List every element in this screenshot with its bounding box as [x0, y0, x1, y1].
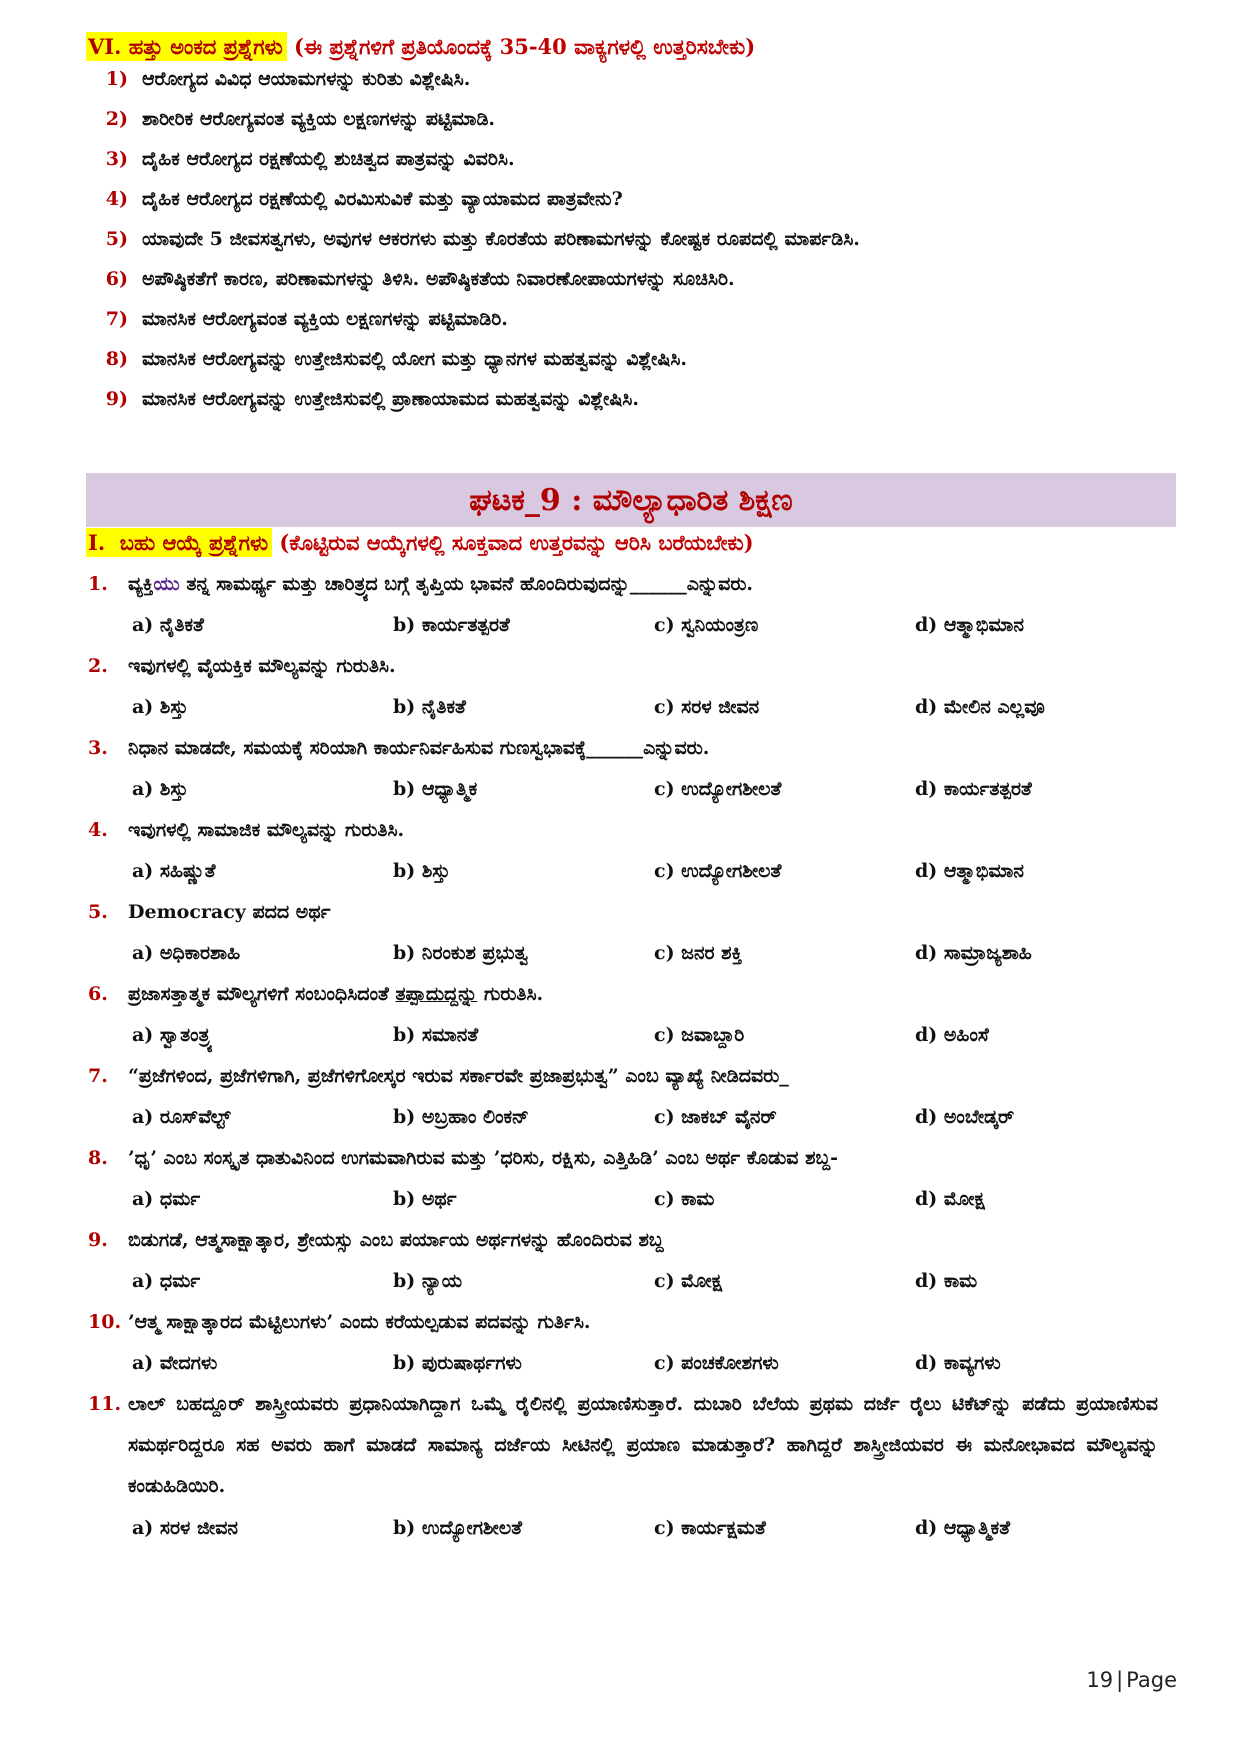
option-a: a) ಶಿಸ್ತು [132, 778, 189, 800]
option-a: a) ಸರಳ ಜೀವನ [132, 1517, 238, 1539]
mcq-item [86, 646, 1176, 728]
section-heading [86, 30, 1176, 64]
page-label: Page [1126, 1668, 1177, 1692]
section-title-highlight [86, 528, 272, 557]
question-text: ’ಆತ್ಮ ಸಾಕ್ಷಾತ್ಕಾರದ ಮೆಟ್ಟಿಲುಗಳು’ ಎಂದು ಕರೆಯಲ್ಪಡುವ ಪದವನ್ನು ಗುರ್ತಿಸಿ. [128, 1311, 591, 1333]
section-title: ಬಹು ಆಯ್ಕೆ ಪ್ರಶ್ನೆಗಳು [119, 530, 269, 555]
option-d: d) ಮೇಲಿನ ಎಲ್ಲವೂ [915, 696, 1045, 718]
section-note: (ಈ ಪ್ರಶ್ನೆಗಳಿಗೆ ಪ್ರತಿಯೊಂದಕ್ಕೆ 35-40 ವಾಕ್ಯಗಳಲ್ಲಿ ಉತ್ತರಿಸಬೇಕು) [294, 34, 756, 59]
option-d: d) ಕಾರ್ಯತತ್ಪರತೆ [915, 778, 1032, 800]
option-d: d) ಅಂಬೇಡ್ಕರ್ [915, 1106, 1015, 1128]
list-item [86, 188, 1176, 228]
section-roman: VI. [88, 34, 122, 59]
option-b: b) ಅರ್ಥ [393, 1188, 457, 1210]
section-note: (ಕೊಟ್ಟಿರುವ ಆಯ್ಕೆಗಳಲ್ಲಿ ಸೂಕ್ತವಾದ ಉತ್ತರವನ್ನು ಆರಿಸಿ ಬರೆಯಬೇಕು) [279, 530, 754, 555]
question-text: ಅಪೌಷ್ಠಿಕತೆಗೆ ಕಾರಣ, ಪರಿಣಾಮಗಳನ್ನು ತಿಳಿಸಿ. ಅಪೌಷ್ಠಿಕತೆಯ ನಿವಾರಣೋಪಾಯಗಳನ್ನು ಸೂಚಿಸಿರಿ. [142, 268, 735, 290]
question-text: ಲಾಲ್ ಬಹದ್ದೂರ್ ಶಾಸ್ತ್ರೀಯವರು ಪ್ರಧಾನಿಯಾಗಿದ್ದಾಗ ಒಮ್ಮೆ ರೈಲಿನಲ್ಲಿ ಪ್ರಯಾಣಿಸುತ್ತಾರೆ. ದುಬಾರಿ ಬೆಲೆಯ ಪ್ರಥಮ ದರ್ಜೆ ರೈಲು ಟಿಕೆಟ್‌ನ್ನು ಪಡೆದು ಪ್ರಯಾಣಿಸುವ ಸಮರ್ಥರಿದ್ದರೂ ಸಹ ಅವರು ಹಾಗೆ ಮಾಡದೆ ಸಾಮಾನ್ಯ ದರ್ಜೆಯ ಸೀಟಿನಲ್ಲಿ ಪ್ರಯಾಣ ಮಾಡುತ್ತಾರೆ? ಹಾಗಿದ್ದರೆ ಶಾಸ್ತ್ರೀಜಿಯವರ ಈ ಮನೋಭಾವದ ಮೌಲ್ಯವನ್ನು ಕಂಡುಹಿಡಿಯಿರಿ. [128, 1393, 1158, 1497]
mcq-item [86, 1302, 1176, 1384]
option-c: c) ಉದ್ಯೋಗಶೀಲತೆ [654, 778, 782, 800]
mcq-item [86, 974, 1176, 1056]
question-number: 9. [88, 1229, 108, 1251]
option-b: b) ಕಾರ್ಯತತ್ಪರತೆ [393, 614, 510, 636]
question-number: 8) [105, 348, 128, 370]
list-item [86, 228, 1176, 268]
option-c: c) ಜನರ ಶಕ್ತಿ [654, 942, 743, 964]
question-text: ಇವುಗಳಲ್ಲಿ ವೈಯಕ್ತಿಕ ಮೌಲ್ಯವನ್ನು ಗುರುತಿಸಿ. [128, 655, 396, 677]
question-number: 8. [88, 1147, 108, 1169]
question-number: 2. [88, 655, 108, 677]
module-title-bar [86, 473, 1176, 527]
option-c: c) ಜವಾಬ್ದಾರಿ [654, 1024, 745, 1046]
list-item [86, 388, 1176, 428]
question-text [128, 974, 543, 1014]
option-d: d) ಕಾಮ [915, 1270, 978, 1292]
question-row [86, 1056, 1176, 1096]
option-c: c) ಮೋಕ್ಷ [654, 1270, 723, 1292]
option-b: b) ನೈತಿಕತೆ [393, 696, 466, 718]
question-number: 5. [88, 901, 108, 923]
option-b: b) ನಿರಂಕುಶ ಪ್ರಭುತ್ವ [393, 942, 529, 964]
option-b: b) ಆಧ್ಯಾತ್ಮಿಕ [393, 778, 478, 800]
option-d: d) ಆತ್ಮಾಭಿಮಾನ [915, 860, 1024, 882]
module-title: ಘಟಕ_9 : ಮೌಲ್ಯಾಧಾರಿತ ಶಿಕ್ಷಣ [469, 482, 793, 518]
option-d: d) ಮೋಕ್ಷ [915, 1188, 985, 1210]
question-text: ಬಿಡುಗಡೆ, ಆತ್ಮಸಾಕ್ಷಾತ್ಕಾರ, ಶ್ರೇಯಸ್ಸು ಎಂಬ ಪರ್ಯಾಯ ಅರ್ಥಗಳನ್ನು ಹೊಂದಿರುವ ಶಬ್ದ [128, 1229, 664, 1251]
mcq-item [86, 810, 1176, 892]
question-number: 4. [88, 819, 108, 841]
question-number: 6. [88, 983, 108, 1005]
question-text: ಆರೋಗ್ಯದ ವಿವಿಧ ಆಯಾಮಗಳನ್ನು ಕುರಿತು ವಿಶ್ಲೇಷಿಸಿ. [142, 68, 471, 90]
page-separator: | [1116, 1668, 1124, 1692]
question-number: 3) [105, 148, 128, 170]
option-d: d) ಕಾವ್ಯಗಳು [915, 1352, 1001, 1374]
question-number: 5) [105, 228, 128, 250]
section-title: ಹತ್ತು ಅಂಕದ ಪ್ರಶ್ನೆಗಳು [128, 34, 283, 59]
mcq-item [86, 1384, 1176, 1549]
question-text: ಮಾನಸಿಕ ಆರೋಗ್ಯವನ್ನು ಉತ್ತೇಜಿಸುವಲ್ಲಿ ಯೋಗ ಮತ್ತು ಧ್ಯಾನಗಳ ಮಹತ್ವವನ್ನು ವಿಶ್ಲೇಷಿಸಿ. [142, 348, 688, 370]
option-a: a) ವೇದಗಳು [132, 1352, 218, 1374]
option-d: d) ಆಧ್ಯಾತ್ಮಿಕತೆ [915, 1517, 1011, 1539]
option-row [86, 1342, 1176, 1384]
question-row [86, 1138, 1176, 1178]
option-row [86, 1260, 1176, 1302]
section-roman: I. [88, 530, 106, 555]
question-text-part: ಪ್ರಜಾಸತ್ತಾತ್ಮಕ ಮೌಲ್ಯಗಳಿಗೆ ಸಂಬಂಧಿಸಿದಂತೆ [128, 983, 396, 1005]
option-b: b) ನ್ಯಾಯ [393, 1270, 463, 1292]
question-number: 11. [88, 1393, 122, 1415]
option-a: a) ಧರ್ಮ [132, 1188, 201, 1210]
option-c: c) ಜಾಕಬ್ ವೈನರ್ [654, 1106, 777, 1128]
option-a: a) ಸಹಿಷ್ಣುತೆ [132, 860, 216, 882]
list-item [86, 348, 1176, 388]
question-number: 4) [105, 188, 128, 210]
question-text: ಇವುಗಳಲ್ಲಿ ಸಾಮಾಜಿಕ ಮೌಲ್ಯವನ್ನು ಗುರುತಿಸಿ. [128, 819, 405, 841]
page-number: 19 [1086, 1668, 1114, 1692]
option-b: b) ಶಿಸ್ತು [393, 860, 451, 882]
mcq-item [86, 1138, 1176, 1220]
mcq-item [86, 892, 1176, 974]
question-text-underlined: ತಪ್ಪಾದುದ್ದನ್ನು [395, 983, 478, 1005]
question-number: 3. [88, 737, 108, 759]
question-text: ದೈಹಿಕ ಆರೋಗ್ಯದ ರಕ್ಷಣೆಯಲ್ಲಿ ಶುಚಿತ್ವದ ಪಾತ್ರವನ್ನು ವಿವರಿಸಿ. [142, 148, 515, 170]
option-row [86, 686, 1176, 728]
option-row [86, 768, 1176, 810]
question-list [86, 68, 1176, 428]
list-item [86, 268, 1176, 308]
question-row [86, 646, 1176, 686]
option-row [86, 1507, 1176, 1549]
option-d: d) ಸಾಮ್ರಾಜ್ಯಶಾಹಿ [915, 942, 1032, 964]
question-row [86, 1220, 1176, 1260]
list-item [86, 68, 1176, 108]
mcq-item [86, 1056, 1176, 1138]
list-item [86, 308, 1176, 348]
question-row [86, 564, 1176, 604]
option-a: a) ರೂಸ್‌ವೆಲ್ಟ್ [132, 1106, 231, 1128]
mcq-item [86, 564, 1176, 646]
question-text: ಶಾರೀರಿಕ ಆರೋಗ್ಯವಂತ ವ್ಯಕ್ತಿಯ ಲಕ್ಷಣಗಳನ್ನು ಪಟ್ಟಿಮಾಡಿ. [142, 108, 496, 130]
option-b: b) ಅಬ್ರಹಾಂ ಲಿಂಕನ್ [393, 1106, 529, 1128]
option-row [86, 1096, 1176, 1138]
question-number: 10. [88, 1311, 122, 1333]
section-ten-mark-questions [86, 30, 1176, 428]
option-a: a) ಸ್ವಾತಂತ್ರ್ಯ [132, 1024, 213, 1046]
option-row [86, 1178, 1176, 1220]
question-text-part: ಯು [153, 573, 180, 595]
question-number: 1) [105, 68, 128, 90]
question-text: ಯಾವುದೇ 5 ಜೀವಸತ್ವಗಳು, ಅವುಗಳ ಆಕರಗಳು ಮತ್ತು ಕೊರತೆಯ ಪರಿಣಾಮಗಳನ್ನು ಕೋಷ್ಟಕ ರೂಪದಲ್ಲಿ ಮಾರ್ಪಡಿಸಿ. [142, 228, 860, 250]
option-a: a) ನೈತಿಕತೆ [132, 614, 204, 636]
option-a: a) ಧರ್ಮ [132, 1270, 201, 1292]
mcq-item [86, 1220, 1176, 1302]
question-text-part: ವ್ಯಕ್ತಿ [128, 573, 154, 595]
question-row [86, 728, 1176, 768]
question-number: 2) [105, 108, 128, 130]
option-c: c) ಕಾರ್ಯಕ್ಷಮತೆ [654, 1517, 766, 1539]
page-footer [1086, 1668, 1177, 1692]
option-row [86, 604, 1176, 646]
question-number: 9) [105, 388, 128, 410]
option-row [86, 932, 1176, 974]
option-row [86, 850, 1176, 892]
question-number: 7. [88, 1065, 108, 1087]
question-text: “ಪ್ರಜೆಗಳಿಂದ, ಪ್ರಜೆಗಳಿಗಾಗಿ, ಪ್ರಜೆಗಳಿಗೋಸ್ಕರ ಇರುವ ಸರ್ಕಾರವೇ ಪ್ರಜಾಪ್ರಭುತ್ವ” ಎಂಬ ವ್ಯಾಖ್ಯೆ ನೀಡಿದವರು_ [128, 1065, 789, 1087]
question-row [86, 974, 1176, 1014]
option-row [86, 1014, 1176, 1056]
list-item [86, 108, 1176, 148]
option-c: c) ಸ್ವನಿಯಂತ್ರಣ [654, 614, 759, 636]
option-a: a) ಅಧಿಕಾರಶಾಹಿ [132, 942, 241, 964]
question-text: ’ಧೃ’ ಎಂಬ ಸಂಸ್ಕೃತ ಧಾತುವಿನಿಂದ ಉಗಮವಾಗಿರುವ ಮತ್ತು ’ಧರಿಸು, ರಕ್ಷಿಸು, ಎತ್ತಿಹಿಡಿ’ ಎಂಬ ಅರ್ಥ ಕೊಡುವ ಶಬ್ದ- [128, 1147, 839, 1169]
question-number: 6) [105, 268, 128, 290]
option-b: b) ಪುರುಷಾರ್ಥಗಳು [393, 1352, 522, 1374]
option-b: b) ಸಮಾನತೆ [393, 1024, 479, 1046]
question-text: Democracy ಪದದ ಅರ್ಥ [128, 901, 331, 923]
option-d: d) ಅಹಿಂಸೆ [915, 1024, 989, 1046]
question-text: ದೈಹಿಕ ಆರೋಗ್ಯದ ರಕ್ಷಣೆಯಲ್ಲಿ ವಿರಮಿಸುವಿಕೆ ಮತ್ತು ವ್ಯಾಯಾಮದ ಪಾತ್ರವೇನು? [142, 188, 623, 210]
option-a: a) ಶಿಸ್ತು [132, 696, 189, 718]
question-number: 7) [105, 308, 128, 330]
question-row [86, 1302, 1176, 1342]
mcq-item [86, 728, 1176, 810]
question-text: ಮಾನಸಿಕ ಆರೋಗ್ಯವನ್ನು ಉತ್ತೇಜಿಸುವಲ್ಲಿ ಪ್ರಾಣಾಯಾಮದ ಮಹತ್ವವನ್ನು ವಿಶ್ಲೇಷಿಸಿ. [142, 388, 640, 410]
list-item [86, 148, 1176, 188]
question-text: ನಿಧಾನ ಮಾಡದೇ, ಸಮಯಕ್ಕೆ ಸರಿಯಾಗಿ ಕಾರ್ಯನಿರ್ವಹಿಸುವ ಗುಣಸ್ವಭಾವಕ್ಕೆ______ಎನ್ನುವರು. [128, 737, 710, 759]
section-multiple-choice [86, 526, 1176, 1549]
option-c: c) ಕಾಮ [654, 1188, 715, 1210]
question-row [86, 1384, 1176, 1507]
question-text-part: ಗುರುತಿಸಿ. [477, 983, 544, 1005]
question-text [128, 564, 753, 604]
question-text-part: ತನ್ನ ಸಾಮರ್ಥ್ಯ ಮತ್ತು ಚಾರಿತ್ರ್ಯದ ಬಗ್ಗೆ ತೃಪ್ತಿಯ ಭಾವನೆ ಹೊಂದಿರುವುದನ್ನು______ಎನ್ನುವರು. [179, 573, 754, 595]
option-b: b) ಉದ್ಯೋಗಶೀಲತೆ [393, 1517, 523, 1539]
question-text: ಮಾನಸಿಕ ಆರೋಗ್ಯವಂತ ವ್ಯಕ್ತಿಯ ಲಕ್ಷಣಗಳನ್ನು ಪಟ್ಟಿಮಾಡಿರಿ. [142, 308, 508, 330]
option-c: c) ಪಂಚಕೋಶಗಳು [654, 1352, 779, 1374]
question-row [86, 810, 1176, 850]
question-number: 1. [88, 573, 108, 595]
option-d: d) ಆತ್ಮಾಭಿಮಾನ [915, 614, 1024, 636]
option-c: c) ಸರಳ ಜೀವನ [654, 696, 760, 718]
question-row [86, 892, 1176, 932]
section-heading [86, 526, 1176, 560]
option-c: c) ಉದ್ಯೋಗಶೀಲತೆ [654, 860, 782, 882]
section-title-highlight [86, 32, 287, 61]
